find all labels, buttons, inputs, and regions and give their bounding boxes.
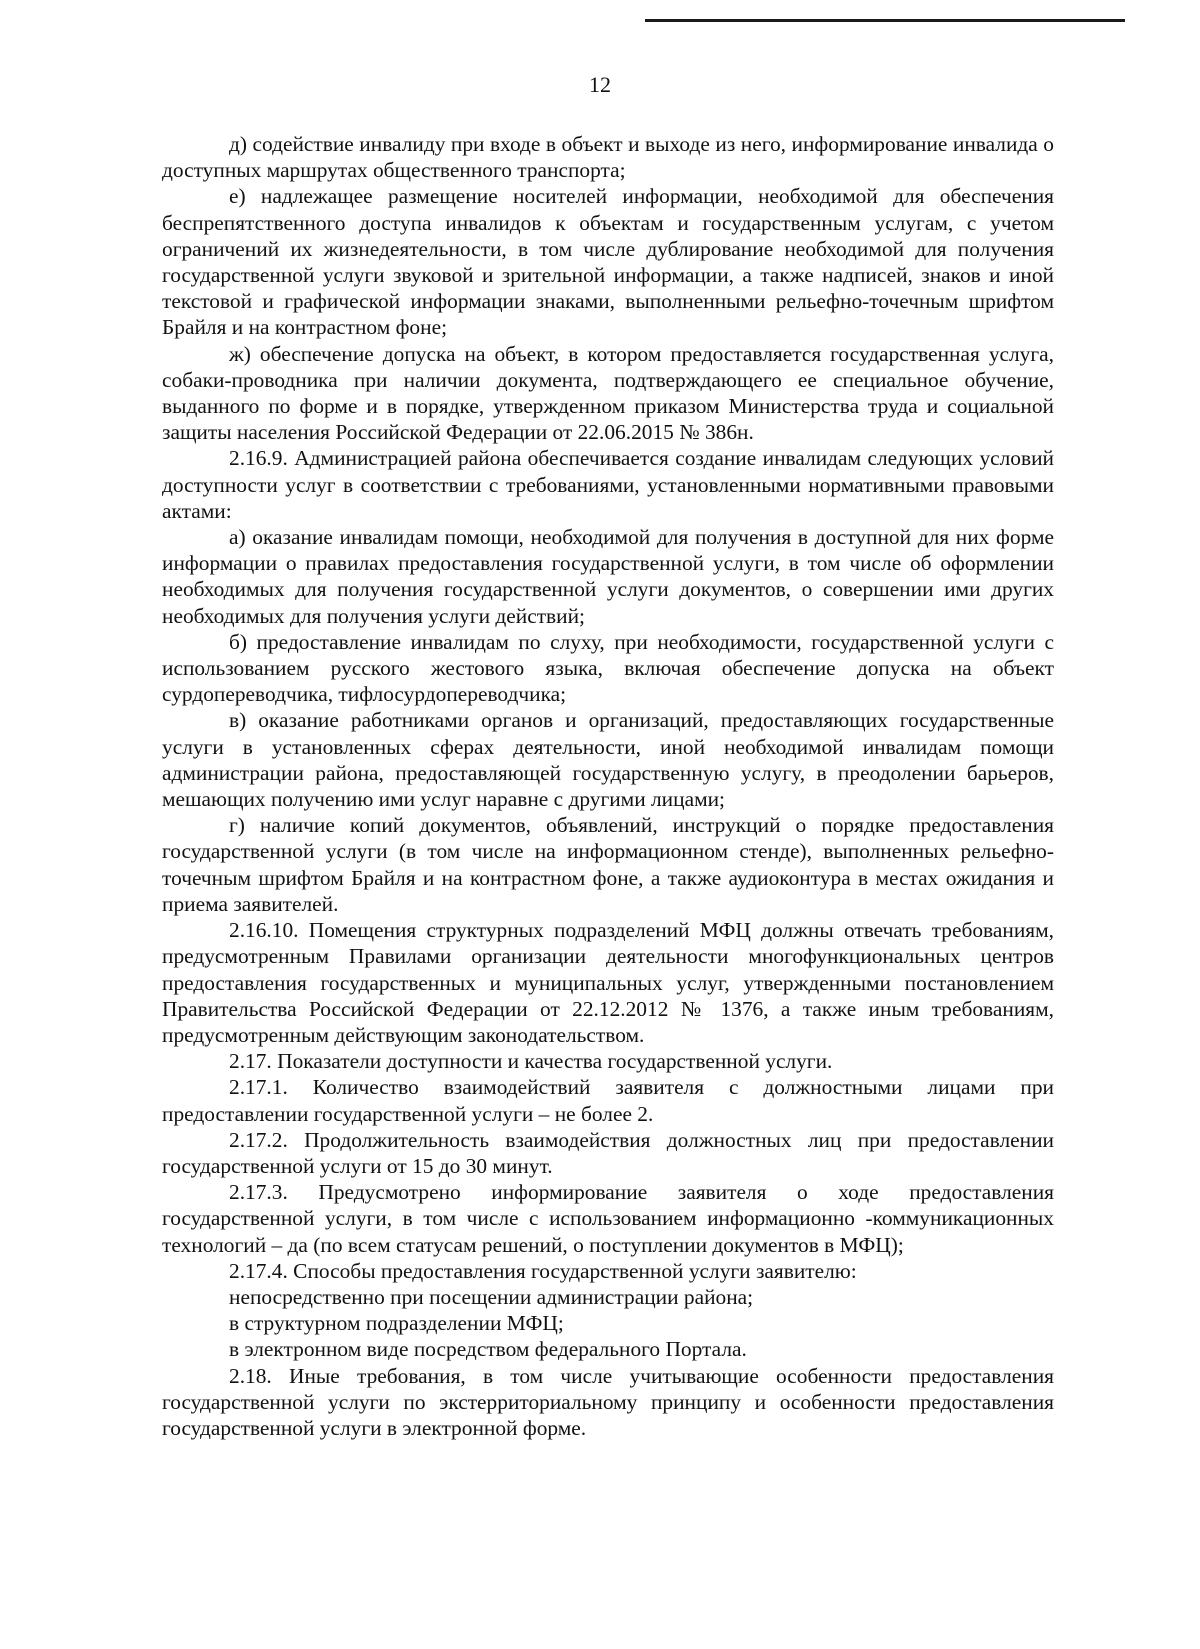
paragraph-v: в) оказание работниками органов и организаций, предоставляющих государственные услуги в установленных сферах деятельности, иной необходимой инвалидам помощи администрации района, предоставляющей государственную услугу, в преодолении барьеров, мешающих получению ими услуг наравне с другими лицами; bbox=[162, 708, 1054, 812]
list-item-administration: непосредственно при посещении администрации района; bbox=[229, 1284, 754, 1309]
paragraph-a: а) оказание инвалидам помощи, необходимой для получения в доступной для них форме информации о правилах предоставления государственной услуги, в том числе об оформлении необходимых для получения государственной услуги документов, о совершении ими других необходимых для получения услуги действий; bbox=[162, 525, 1054, 628]
paragraph-zh: ж) обеспечение допуска на объект, в котором предоставляется государственная услуга, собаки-проводника при наличии документа, подтверждающего ее специальное обучение, выданного по форме и в порядке, утвержденном приказом Министерства труда и социальной защиты населения Российской Федерации от 22.06.2015 № 386н. bbox=[162, 341, 1054, 445]
paragraph-2-17-4: 2.17.4. Способы предоставления государственной услуги заявителю: bbox=[229, 1258, 857, 1283]
list-item-portal: в электронном виде посредством федерального Портала. bbox=[229, 1337, 747, 1362]
paragraph-2-17-1: 2.17.1. Количество взаимодействий заявителя с должностными лицами при предоставлении государственной услуги – не более 2. bbox=[162, 1075, 1054, 1126]
paragraph-2-17-2: 2.17.2. Продолжительность взаимодействия должностных лиц при предоставлении государственной услуги от 15 до 30 минут. bbox=[162, 1127, 1054, 1178]
paragraph-g: г) наличие копий документов, объявлений, инструкций о порядке предоставления государственной услуги (в том числе на информационном стенде), выполненных рельефно-точечным шрифтом Брайля и на контрастном фоне, а также аудиоконтура в местах ожидания и приема заявителей. bbox=[162, 813, 1054, 916]
page-number: 12 bbox=[589, 72, 611, 97]
paragraph-2-17: 2.17. Показатели доступности и качества государственной услуги. bbox=[229, 1049, 833, 1074]
paragraph-e: е) надлежащее размещение носителей информации, необходимой для обеспечения беспрепятственного доступа инвалидов к объектам и государственным услугам, с учетом ограничений их жизнедеятельности, в том числе дублирование необходимой для получения государственной услуги звуковой и зрительной информации, а также надписей, знаков и иной текстовой и графической информации знаками, выполненными рельефно-точечным шрифтом Брайля и на контрастном фоне; bbox=[162, 184, 1054, 340]
paragraph-2-16-9: 2.16.9. Администрацией района обеспечивается создание инвалидам следующих условий доступности услуг в соответствии с требованиями, установленными нормативными правовыми актами: bbox=[162, 446, 1054, 523]
paragraph-2-16-10: 2.16.10. Помещения структурных подразделений МФЦ должны отвечать требованиям, предусмотренным Правилами организации деятельности многофункциональных центров предоставления государственных и муниципальных услуг, утвержденными постановлением Правительства Российской Федерации от 22.12.2012 № 1376, а также иным требованиям, предусмотренным действующим законодательством. bbox=[162, 918, 1054, 1047]
list-item-mfc: в структурном подразделении МФЦ; bbox=[229, 1311, 564, 1336]
top-rule bbox=[645, 19, 1125, 22]
paragraph-d: д) содействие инвалиду при входе в объект и выходе из него, информирование инвалида о доступных маршрутах общественного транспорта; bbox=[162, 132, 1054, 183]
paragraph-2-17-3: 2.17.3. Предусмотрено информирование заявителя о ходе предоставления государственной услуги, в том числе с использованием информационно -коммуникационных технологий – да (по всем статусам решений, о поступлении документов в МФЦ); bbox=[162, 1180, 1054, 1257]
paragraph-2-18: 2.18. Иные требования, в том числе учитывающие особенности предоставления государственной услуги по экстерриториальному принципу и особенности предоставления государственной услуги в электронной форме. bbox=[162, 1363, 1054, 1440]
paragraph-b: б) предоставление инвалидам по слуху, при необходимости, государственной услуги с использованием русского жестового языка, включая обеспечение допуска на объект сурдопереводчика, тифлосурдопереводчика; bbox=[162, 629, 1054, 707]
document-body bbox=[162, 131, 1054, 1441]
